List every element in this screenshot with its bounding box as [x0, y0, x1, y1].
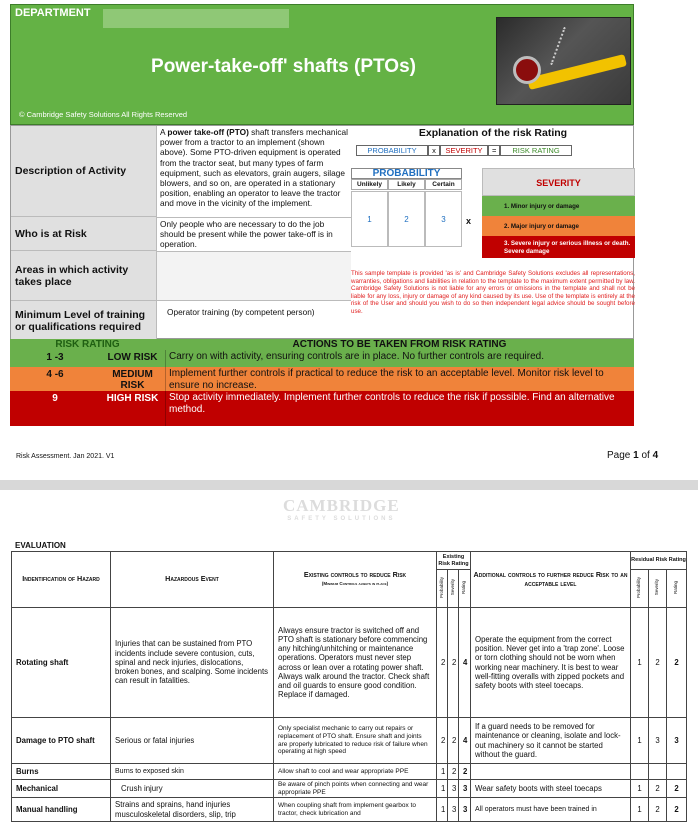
hazard-cell: Burns [12, 764, 111, 780]
evaluation-table [11, 551, 687, 822]
hazard-cell: Rotating shaft [12, 608, 111, 718]
residual-rating-cell: 2 [667, 780, 687, 798]
formula-risk-rating: RISK RATING [500, 145, 572, 156]
hazard-cell: Damage to PTO shaft [12, 718, 111, 764]
residual-rating-cell: 3 [667, 718, 687, 764]
footer-document-id: Risk Assessment. Jan 2021. V1 [16, 453, 115, 460]
department-redacted-field [103, 9, 289, 28]
copyright-text: © Cambridge Safety Solutions All Rights Reserved [19, 110, 188, 119]
description-value: A power take-off (PTO) shaft transfers mechanical power from a tractor to an implement (shown above). Some PTO-driven equipment is operated from the tractor seat, but many types of farm equipment, such as elevators, grain augers, silage blowers, and so on, are operated in a stationary position, enabling an operator to leave the tractor and move in the vicinity of the implement. [156, 126, 351, 217]
severity-level-2: 2. Major injury or damage [482, 216, 635, 236]
rating-cell: 2 [459, 764, 471, 780]
table-row [12, 764, 687, 780]
risk-range: 9 [52, 393, 58, 404]
page-number: Page 1 of 4 [607, 450, 659, 461]
existing-controls-cell: Always ensure tractor is switched off and PTO shaft is stationary before commencing any hitching/unhitching or maintenance operations. Operators must never step across or lean over a rotating power shaft. Always walk around the tractor. Check shaft and oil guards to ensure good condition. Replace if damaged. [274, 608, 437, 718]
probability-level-likely: Likely [388, 179, 425, 190]
probability-subheader: Probability [631, 570, 649, 608]
photo-chain [550, 27, 566, 65]
additional-controls-cell: Wear safety boots with steel toecaps [471, 780, 631, 798]
photo-hub [513, 56, 541, 84]
rating-cell: 3 [459, 798, 471, 822]
probability-level-certain: Certain [425, 179, 462, 190]
page-separator [0, 480, 698, 490]
probability-table [351, 168, 462, 247]
severity-cell: 2 [448, 608, 459, 718]
residual-risk-rating-header: Residual Risk Rating [631, 552, 687, 570]
areas-label: Areas in which activity takes place [11, 251, 156, 301]
event-cell: Serious or fatal injuries [111, 718, 274, 764]
risk-action: Stop activity immediately. Implement further controls to reduce the risk if possible. Find an alternative method. [165, 391, 634, 426]
areas-value [156, 251, 351, 301]
risk-level: LOW RISK [107, 352, 158, 363]
existing-controls-cell: Only specialist mechanic to carry out repairs or replacement of PTO shaft. Ensure shaft and joints are properly lubricated to reduce risk of failure when operating at high speed [274, 718, 437, 764]
probability-cell: 1 [437, 764, 448, 780]
hazard-column-header: Indentification of Hazard [12, 552, 111, 608]
activity-details [10, 125, 634, 339]
severity-level-1: 1. Minor injury or damage [482, 196, 635, 216]
risk-action: Implement further controls if practical to reduce the risk to an acceptable level. Monitor risk level to ensure no increase. [165, 367, 634, 391]
pto-shaft-photo [496, 17, 631, 105]
page-title: Power-take-off' shafts (PTOs) [151, 56, 416, 77]
rating-cell: 4 [459, 608, 471, 718]
severity-subheader: Severity [649, 570, 667, 608]
additional-controls-cell: Operate the equipment from the correct position. Never get into a 'trap zone'. Loose or torn clothing should not be worn when working near machinery. It is best to wear well-fitting overalls with zipped pockets and safety boots with steel toecaps. [471, 608, 631, 718]
additional-controls-cell: If a guard needs to be removed for maintenance or cleaning, isolate and lock- out machinery so it cannot be started without the guard. [471, 718, 631, 764]
table-row [12, 608, 687, 718]
rating-cell: 3 [459, 780, 471, 798]
residual-probability-cell: 1 [631, 608, 649, 718]
header-banner [10, 4, 634, 125]
probability-value-3: 3 [425, 191, 462, 247]
probability-value-1: 1 [351, 191, 388, 247]
residual-probability-cell: 1 [631, 780, 649, 798]
risk-row-low [10, 350, 634, 367]
severity-cell: 3 [448, 798, 459, 822]
risk-rating-table [10, 339, 634, 426]
formula-equals: = [488, 145, 500, 156]
severity-cell: 2 [448, 718, 459, 764]
probability-cell: 1 [437, 780, 448, 798]
residual-severity-cell: 3 [649, 718, 667, 764]
probability-title: PROBABILITY [351, 168, 462, 179]
formula-probability: PROBABILITY [356, 145, 428, 156]
residual-probability-cell: 1 [631, 798, 649, 822]
who-at-risk-label: Who is at Risk [11, 217, 156, 251]
residual-severity-cell [649, 764, 667, 780]
table-row [12, 798, 687, 822]
probability-subheader: Probability [437, 570, 448, 608]
probability-cell: 2 [437, 608, 448, 718]
department-label: DEPARTMENT [15, 7, 91, 19]
probability-cell: 2 [437, 718, 448, 764]
risk-row-medium [10, 367, 634, 391]
existing-controls-cell: Allow shaft to cool and wear appropriate PPE [274, 764, 437, 780]
cambridge-watermark: CAMBRIDGE SAFETY SOLUTIONS [283, 496, 400, 522]
risk-level: MEDIUM RISK [112, 369, 153, 391]
residual-probability-cell [631, 764, 649, 780]
risk-range: 1 -3 [46, 352, 64, 363]
risk-action: Carry on with activity, ensuring controls are in place. No further controls are required. [165, 350, 634, 367]
residual-severity-cell: 2 [649, 608, 667, 718]
table-row [12, 780, 687, 798]
training-value: Operator training (by competent person) [156, 301, 351, 340]
existing-controls-cell: When coupling shaft from implement gearbox to tractor, check lubrication and [274, 798, 437, 822]
severity-cell: 2 [448, 764, 459, 780]
probability-cell: 1 [437, 798, 448, 822]
additional-controls-header: Additional controls to further reduce Risk to an acceptable level [471, 552, 631, 608]
rating-cell: 4 [459, 718, 471, 764]
additional-controls-cell: All operators must have been trained in [471, 798, 631, 822]
residual-probability-cell: 1 [631, 718, 649, 764]
risk-row-high [10, 391, 634, 426]
multiply-sign: x [466, 216, 472, 226]
residual-rating-cell [667, 764, 687, 780]
actions-header: ACTIONS TO BE TAKEN FROM RISK RATING [292, 339, 507, 350]
training-label: Minimum Level of training or qualifications required [11, 301, 156, 340]
risk-formula [356, 145, 572, 156]
risk-rating-header: RISK RATING [55, 339, 120, 350]
hazard-cell: Manual handling [12, 798, 111, 822]
existing-risk-rating-header: Existing Risk Rating [437, 552, 471, 570]
event-column-header: Hazardous Event [111, 552, 274, 608]
severity-cell: 3 [448, 780, 459, 798]
existing-controls-cell: Be aware of pinch points when connecting and wear appropriate PPE [274, 780, 437, 798]
probability-level-unlikely: Unlikely [351, 179, 388, 190]
explanation-title: Explanation of the risk Rating [418, 127, 568, 139]
description-label: Description of Activity [11, 126, 156, 217]
additional-controls-cell [471, 764, 631, 780]
event-cell: Burns to exposed skin [111, 764, 274, 780]
formula-times: x [428, 145, 440, 156]
rating-subheader: Rating [667, 570, 687, 608]
residual-rating-cell: 2 [667, 798, 687, 822]
event-cell: Strains and sprains, hand injuries musculoskeletal disorders, slip, trip [111, 798, 274, 822]
severity-subheader: Severity [448, 570, 459, 608]
table-row [12, 718, 687, 764]
who-at-risk-value: Only people who are necessary to do the job should be present while the power take-off is in operation. [156, 217, 351, 251]
residual-severity-cell: 2 [649, 780, 667, 798]
event-cell: Injuries that can be sustained from PTO incidents include severe contusion, cuts, spinal and neck injuries, dislocations, broken bones, and scalping. Some incidents can result in fatalities. [111, 608, 274, 718]
severity-level-3: 3. Severe injury or serious illness or death. Severe damage [482, 236, 635, 258]
event-cell: Crush injury [111, 780, 274, 798]
severity-title: SEVERITY [482, 168, 635, 196]
rating-subheader: Rating [459, 570, 471, 608]
disclaimer-text: This sample template is provided 'as is' and Cambridge Safety Solutions excludes all representations, warranties, obligations and liabilities in relation to the template to the maximum extent permitted by law. Cambridge Safety Solutions is not liable for any errors or omissions in the template and shall not be liable for any loss, injury or damage of any kind caused by its use. Use of the template is entirely at the risk of the User and should you wish to do so then independent legal advice should be sought before use. [351, 270, 635, 315]
probability-value-2: 2 [388, 191, 425, 247]
severity-table [482, 168, 635, 258]
hazard-cell: Mechanical [12, 780, 111, 798]
evaluation-heading: EVALUATION [15, 541, 66, 550]
risk-level: HIGH RISK [106, 393, 159, 404]
formula-severity: SEVERITY [440, 145, 488, 156]
residual-severity-cell: 2 [649, 798, 667, 822]
existing-controls-header: Existing controls to reduce Risk (Minimum Controls always in place) [274, 552, 437, 608]
residual-rating-cell: 2 [667, 608, 687, 718]
risk-range: 4 -6 [46, 369, 64, 380]
photo-shaft [527, 54, 627, 90]
